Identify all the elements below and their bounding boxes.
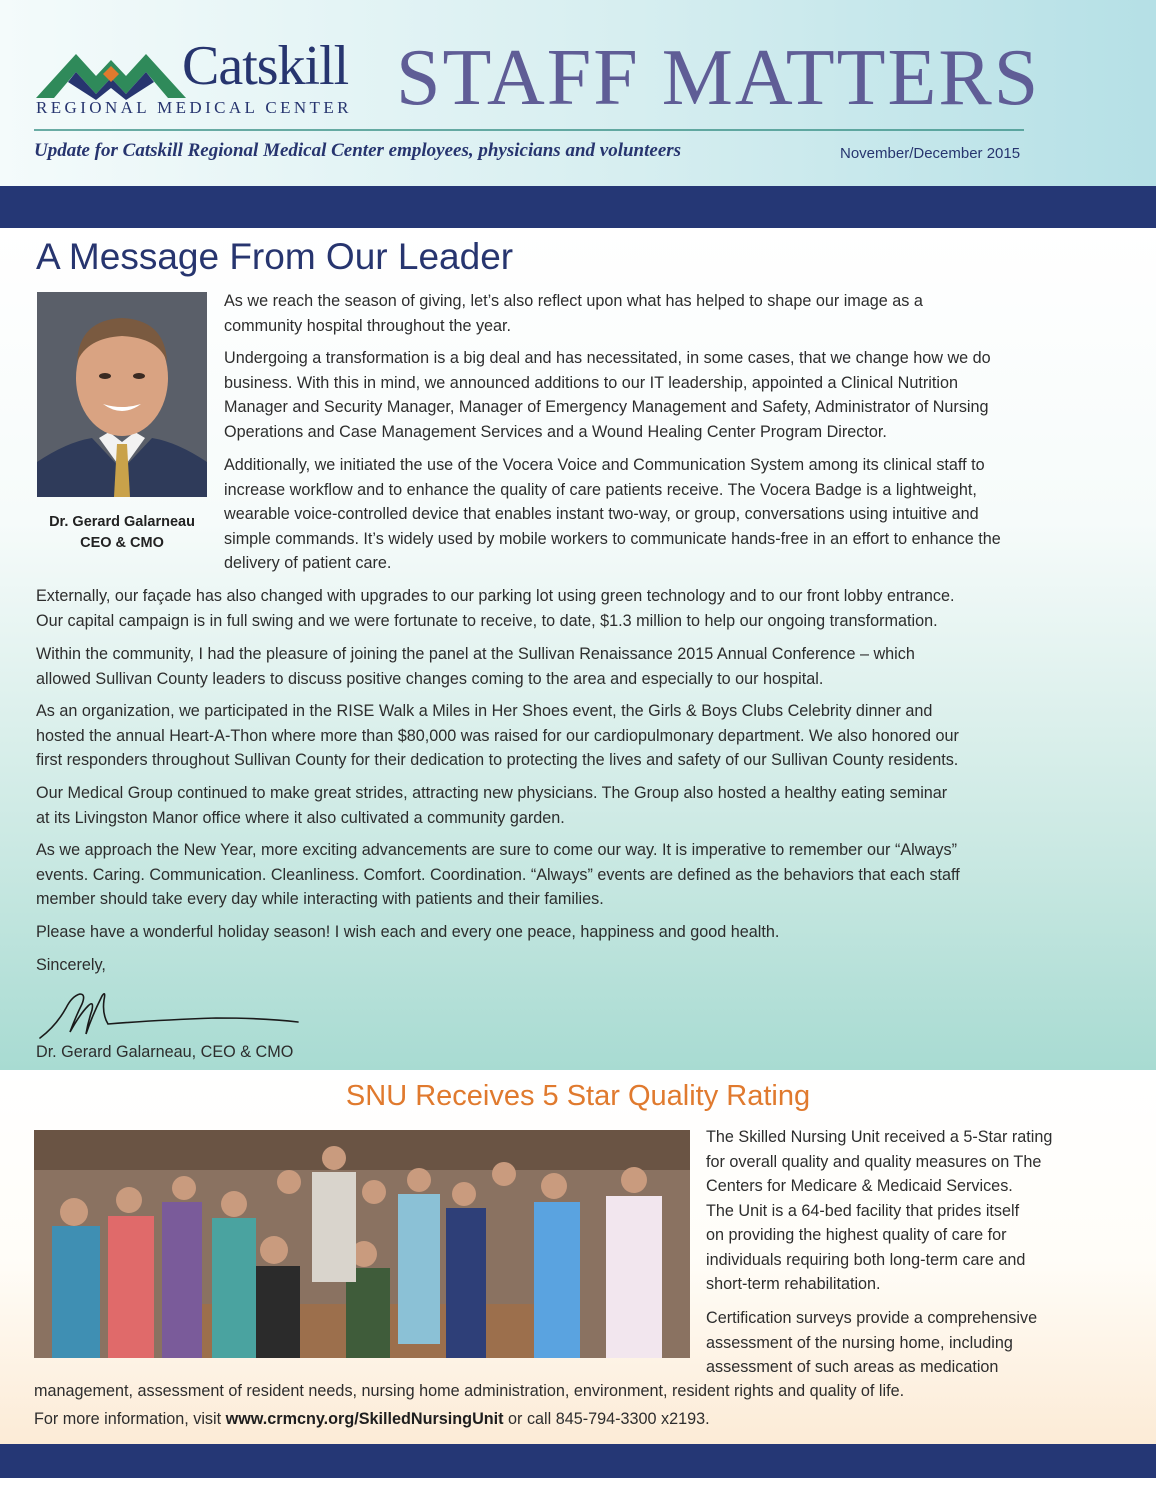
text-line: first responders throughout Sullivan County for their dedication to protecting the lives and safety of our Sullivan County residents. — [36, 751, 959, 769]
info-suffix: or call 845-794-3300 x2193. — [508, 1410, 710, 1428]
text-line: Manager and Security Manager, Manager of Emergency Management and Safety, Administrator of Nursing — [224, 398, 989, 416]
text-line: Additionally, we initiated the use of the Vocera Voice and Communication System among its clinical staff to — [224, 456, 985, 474]
newsletter-title: STAFF MATTERS — [396, 34, 1041, 122]
snu-heading: SNU Receives 5 Star Quality Rating — [345, 1080, 811, 1112]
text-line: Centers for Medicare & Medicaid Services. — [706, 1177, 1013, 1195]
text-line: business. With this in mind, we announced additions to our IT leadership, appointed a Clinical Nutrition — [224, 373, 958, 392]
text-line: Certification surveys provide a comprehensive — [706, 1309, 1038, 1327]
leader-paragraph-2 — [224, 346, 991, 444]
text-line: Externally, our façade has also changed with upgrades to our parking lot using green technology and to our front lobby entrance. — [36, 587, 955, 605]
text-line: Within the community, I had the pleasure of joining the panel at the Sullivan Renaissance 2015 Annual Conference – which — [36, 645, 915, 663]
leader-paragraph-9 — [36, 920, 779, 945]
snu-paragraph-1 — [706, 1125, 1052, 1297]
signoff: Dr. Gerard Galarneau, CEO & CMO — [36, 1043, 294, 1061]
text-line: delivery of patient care. — [224, 554, 392, 572]
logo-name: Catskill — [182, 35, 349, 97]
leader-paragraph-6 — [36, 699, 959, 773]
logo-subtitle: REGIONAL MEDICAL CENTER — [36, 98, 352, 117]
snu-staff-group-photo — [34, 1130, 690, 1358]
info-prefix: For more information, visit — [34, 1410, 222, 1428]
text-line: Undergoing a transformation is a big deal and has necessitated, in some cases, that we change how we do — [224, 349, 991, 367]
more-info-line — [34, 1410, 710, 1429]
leader-paragraph-1 — [224, 289, 923, 338]
text-line: individuals requiring both long-term care and — [706, 1250, 1026, 1269]
closing: Sincerely, — [36, 956, 106, 974]
issue-date: November/December 2015 — [840, 145, 1021, 162]
portrait-caption — [26, 512, 218, 554]
text-line: at its Livingston Manor office where it also cultivated a community garden. — [36, 808, 565, 827]
top-color-band — [0, 186, 1156, 228]
text-line: hosted the annual Heart-A-Thon where more than $80,000 was raised for our cardiopulmonary department. We also honored our — [36, 726, 959, 745]
text-line: allowed Sullivan County leaders to discuss positive changes coming to the area and especially to our hospital. — [36, 669, 824, 688]
leader-paragraph-4 — [36, 584, 954, 633]
text-line: Operations and Case Management Services and a Wound Healing Center Program Director. — [224, 422, 887, 441]
caption-role: CEO & CMO — [80, 535, 164, 551]
tagline: Update for Catskill Regional Medical Center employees, physicians and volunteers — [34, 140, 682, 161]
ceo-portrait — [37, 292, 207, 497]
caption-name: Dr. Gerard Galarneau — [49, 514, 195, 530]
snu-website-link[interactable]: www.crmcny.org/SkilledNursingUnit — [225, 1410, 504, 1428]
text-line: for overall quality and quality measures on The — [706, 1152, 1042, 1171]
leader-paragraph-8 — [36, 838, 960, 912]
leader-heading: A Message From Our Leader — [36, 236, 514, 277]
mountains-logo-icon — [36, 48, 186, 100]
leader-paragraph-5 — [36, 642, 915, 691]
text-line: increase workflow and to enhance the quality of care patients receive. The Vocera Badge is a lightweight, — [224, 480, 977, 499]
text-line: Our capital campaign is in full swing and we were fortunate to receive, to date, $1.3 million to help our ongoing transformation. — [36, 611, 938, 630]
text-line: As we approach the New Year, more exciting advancements are sure to come our way. It is imperative to remember our “Always” — [36, 841, 957, 859]
text-line: on providing the highest quality of care for — [706, 1226, 1007, 1244]
text-line: assessment of the nursing home, including — [706, 1333, 1013, 1352]
header-divider — [34, 129, 1024, 131]
leader-paragraph-3 — [224, 453, 1001, 576]
text-line: simple commands. It’s widely used by mobile workers to communicate hands-free in an effort to enhance the — [224, 529, 1001, 548]
text-line: events. Caring. Communication. Cleanliness. Comfort. Coordination. “Always” events are defined as the behaviors that each staff — [36, 865, 960, 884]
snu-paragraph-2-continued: management, assessment of resident needs, nursing home administration, environment, resident rights and quality of life. — [34, 1382, 905, 1400]
bottom-color-band — [0, 1444, 1156, 1478]
signature-image — [36, 986, 306, 1042]
text-line: As an organization, we participated in the RISE Walk a Miles in Her Shoes event, the Girls & Boys Clubs Celebrity dinner and — [36, 702, 933, 720]
text-line: community hospital throughout the year. — [224, 316, 512, 335]
text-line: member should take every day while interacting with patients and their families. — [36, 890, 604, 908]
text-line: Our Medical Group continued to make great strides, attracting new physicians. The Group also hosted a healthy eating seminar — [36, 784, 948, 802]
text-line: As we reach the season of giving, let’s also reflect upon what has helped to shape our image as a — [224, 292, 923, 310]
snu-paragraph-2 — [706, 1306, 1037, 1380]
text-line: short-term rehabilitation. — [706, 1275, 881, 1293]
text-line: The Skilled Nursing Unit received a 5-Star rating — [706, 1128, 1053, 1146]
leader-paragraph-7 — [36, 781, 947, 830]
text-line: Please have a wonderful holiday season! I wish each and every one peace, happiness and good health. — [36, 923, 780, 941]
text-line: The Unit is a 64-bed facility that prides itself — [706, 1201, 1020, 1220]
text-line: wearable voice-controlled device that enables instant two-way, or group, conversations using intuitive and — [224, 505, 979, 523]
text-line: assessment of such areas as medication — [706, 1358, 999, 1376]
